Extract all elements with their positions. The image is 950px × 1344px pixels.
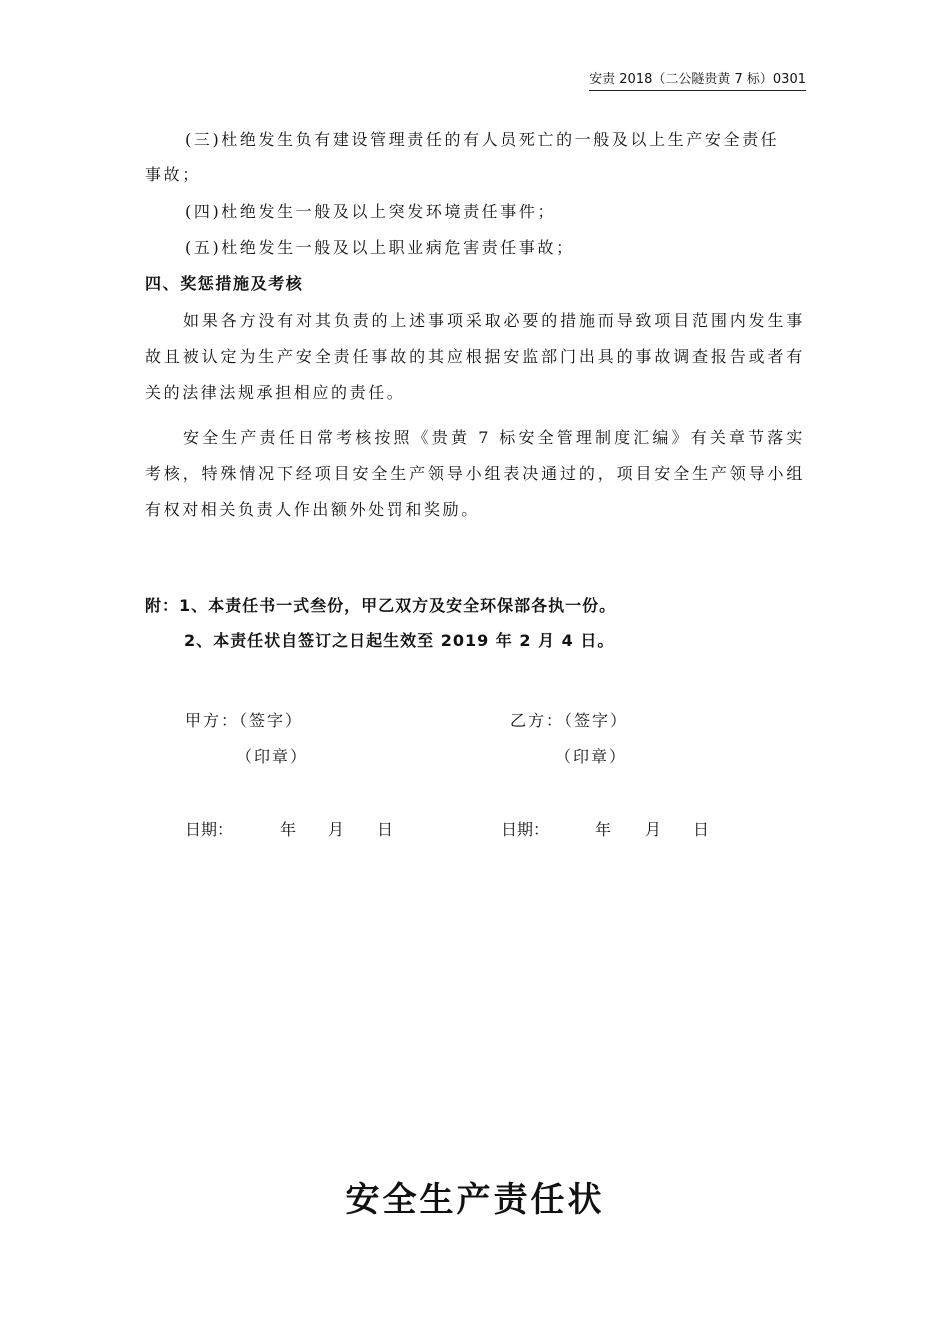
item-5: (五)杜绝发生一般及以上职业病危害责任事故；	[185, 238, 575, 257]
party-a-date	[185, 818, 445, 842]
month-label: 月	[645, 820, 662, 839]
party-a-signature: 甲方：（签字）	[185, 711, 304, 730]
party-b-date	[501, 818, 761, 842]
note-2: 2、本责任状自签订之日起生效至 2019 年 2 月 4 日。	[184, 631, 615, 650]
party-b-seal: （印章）	[555, 747, 628, 766]
party-b-signature: 乙方：（签字）	[510, 711, 629, 730]
item-4: (四)杜绝发生一般及以上突发环境责任事件；	[185, 202, 557, 221]
date-label: 日期：	[185, 820, 234, 839]
section-4-heading: 四、奖惩措施及考核	[145, 274, 304, 293]
day-label: 日	[377, 820, 394, 839]
paragraph-liability: 如果各方没有对其负责的上述事项采取必要的措施而导致项目范围内发生事故且被认定为生产安全责任事故的其应根据安监部门出具的事故调查报告或者有关的法律法规承担相应的责任。	[145, 311, 805, 402]
day-label: 日	[693, 820, 710, 839]
document-number: 安责 2018（二公隧贵黄 7 标）0301	[589, 68, 806, 91]
item-3-line-2: 事故；	[145, 165, 201, 184]
date-label: 日期：	[501, 820, 550, 839]
paragraph-assessment: 安全生产责任日常考核按照《贵黄 7 标安全管理制度汇编》有关章节落实考核，特殊情况下经项目安全生产领导小组表决通过的，项目安全生产领导小组有权对相关负责人作出额外处罚和奖励。	[145, 428, 805, 519]
month-label: 月	[328, 820, 345, 839]
item-3-line-1: (三)杜绝发生负有建设管理责任的有人员死亡的一般及以上生产安全责任	[185, 130, 780, 149]
note-1: 附：1、本责任书一式叁份，甲乙双方及安全环保部各执一份。	[145, 596, 617, 615]
document-title: 安全生产责任状	[345, 1180, 605, 1220]
year-label: 年	[595, 820, 612, 839]
year-label: 年	[280, 820, 297, 839]
party-a-seal: （印章）	[236, 747, 309, 766]
